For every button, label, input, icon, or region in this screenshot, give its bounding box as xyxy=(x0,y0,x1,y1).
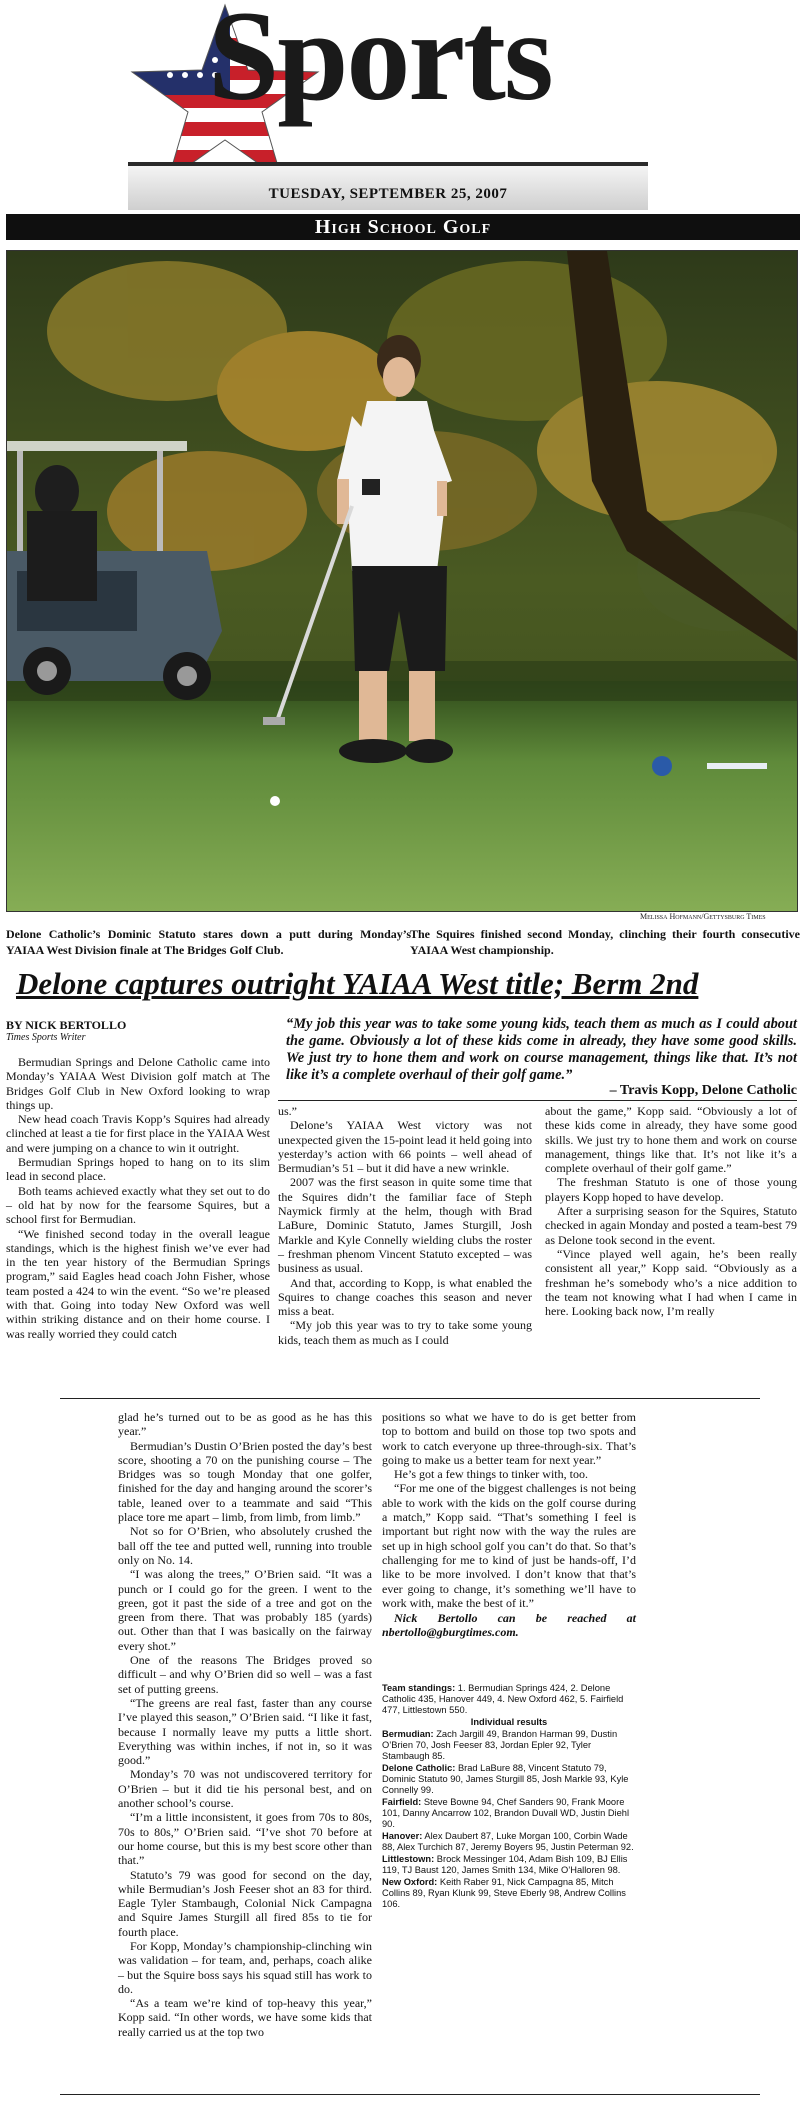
team-scores: Brad LaBure 88, Vincent Statuto 79, Dominic Statuto 90, James Sturgill 85, Josh Markle 93, Kyle Connelly 99. xyxy=(382,1763,629,1795)
paragraph: 2007 was the first season in quite some time that the Squires didn’t the familiar face of Steph Naymick firmly at the helm, though with Brad LaBure, Dominic Statuto, James Sturgill, Josh Markle and Kyle Connelly wielding clubs the roster – freshman phenom Vincent Statuto excepted – was business as usual. xyxy=(278,1175,532,1276)
paragraph: Not so for O’Brien, who absolutely crushed the ball off the tee and putted well, running into trouble only on No. 14. xyxy=(118,1524,372,1567)
team-name: Hanover: xyxy=(382,1831,423,1841)
paragraph: He’s got a few things to tinker with, too. xyxy=(394,1467,588,1482)
team-scores: Alex Daubert 87, Luke Morgan 100, Corbin Wade 88, Alex Turchich 87, Jeremy Boyers 95, Justin Peterman 92. xyxy=(382,1831,634,1852)
standings-label: Team standings: xyxy=(382,1683,456,1693)
team-scores: Zach Jargill 49, Brandon Harman 99, Dustin O’Brien 70, Josh Feeser 83, Jordan Epler 92, Tyler Stambaugh 85. xyxy=(382,1729,618,1761)
paragraph: Delone’s YAIAA West victory was not unexpected given the 15-point lead it held going into yesterday’s action with 66 points – well ahead of Bermudian’s 51 – but it did have a new wrinkle. xyxy=(278,1118,532,1176)
photo-caption-right: The Squires finished second Monday, clinching their fourth consecutive YAIAA West championship. xyxy=(410,927,800,957)
byline: BY NICK BERTOLLO xyxy=(6,1018,127,1032)
team-result xyxy=(382,1831,636,1853)
paragraph: Bermudian’s Dustin O’Brien posted the day’s best score, shooting a 70 on the punishing course – The Bridges was so tough Monday that one golfer, finished for the day and hanging around the scorer’s table, leaned over to a teammate and said “This place tore me apart – limb, from limb, from limb.” xyxy=(118,1438,372,1525)
team-standings xyxy=(382,1683,636,1716)
paragraph: “As a team we’re kind of top-heavy this year,” Kopp said. “In other words, we have some kids that really carried us at the top two xyxy=(118,1996,372,2039)
team-name: Fairfield: xyxy=(382,1797,422,1807)
photo-caption-left: Delone Catholic’s Dominic Statuto stares down a putt during Monday’s YAIAA West Division finale at The Bridges Golf Club. xyxy=(6,927,411,957)
paragraph: “Vince played well again, he’s been really consistent all year,” Kopp said. “Obviously as a freshman he’s somebody who’s a nice addition to the team not knowing what I had when I came in here. Looking back now, I’m really xyxy=(545,1246,797,1319)
team-result xyxy=(382,1797,636,1830)
byline-role: Times Sports Writer xyxy=(6,1032,86,1043)
article-column-1 xyxy=(6,1055,270,1341)
paragraph: One of the reasons The Bridges proved so difficult – and why O’Brien did so well – was a fast set of putting greens. xyxy=(118,1653,372,1696)
paragraph: For Kopp, Monday’s championship-clinching win was validation – for team, and, perhaps, coach alike – but the Squire boss says his squad still has work to do. xyxy=(118,1938,372,1996)
masthead-title: Sports xyxy=(208,0,552,127)
page-divider xyxy=(60,1398,760,1399)
pull-quote-attribution: – Travis Kopp, Delone Catholic xyxy=(609,1083,797,1098)
section-title: High School Golf xyxy=(6,214,800,240)
team-name: New Oxford: xyxy=(382,1877,438,1887)
team-name: Bermudian: xyxy=(382,1729,434,1739)
team-name: Delone Catholic: xyxy=(382,1763,456,1773)
paragraph: Bermudian Springs and Delone Catholic came into Monday’s YAIAA West Division golf match at The Bridges Golf Club in New Oxford looking to wrap things up. xyxy=(6,1055,270,1112)
article-column-5 xyxy=(382,1410,636,1640)
issue-date: TUESDAY, SEPTEMBER 25, 2007 xyxy=(268,186,508,202)
paragraph: Monday’s 70 was not undiscovered territory for O’Brien – but it did tie his personal best, and on another school’s course. xyxy=(118,1767,372,1811)
paragraph: “My job this year was to try to take some young kids, teach them as much as I could xyxy=(278,1318,532,1347)
paragraph: New head coach Travis Kopp’s Squires had already clinched at least a tie for first place in the YAIAA West and were jumping on a chance to win it outright. xyxy=(6,1112,270,1155)
paragraph: “I was along the trees,” O’Brien said. “It was a punch or I could go for the green. I went to the green, got it past the side of a tree and got on the green from there. That was probably 185 (yards) out. Other than that I was basically on the fairway every shot.” xyxy=(118,1567,372,1653)
photo-credit: Melissa Hofmann/Gettysburg Times xyxy=(640,912,766,921)
team-result xyxy=(382,1854,636,1876)
individual-results-header: Individual results xyxy=(470,1717,548,1727)
article-headline: Delone captures outright YAIAA West title; Berm 2nd xyxy=(16,966,699,1001)
paragraph: Bermudian Springs hoped to hang on to its slim lead in second place. xyxy=(6,1155,270,1184)
paragraph: The freshman Statuto is one of those young players Kopp hoped to have develop. xyxy=(545,1175,797,1204)
paragraph: Both teams achieved exactly what they set out to do – old hat by now for the fearsome Squires, but a school first for Bermudian. xyxy=(6,1183,270,1227)
article-column-3 xyxy=(545,1104,797,1318)
team-result xyxy=(382,1729,636,1762)
pull-quote-rule xyxy=(278,1100,797,1101)
golf-scene-icon xyxy=(7,251,797,911)
team-scores: Steve Bowne 94, Chef Sanders 90, Frank Moore 101, Danny Ancarrow 102, Brandon Duvall WD, Justin Diehl 90. xyxy=(382,1797,630,1829)
team-scores: Brock Messinger 104, Adam Bish 109, BJ Ellis 119, TJ Baust 120, James Smith 134, Mike O’Halloren 98. xyxy=(382,1854,628,1875)
paragraph: “I’m a little inconsistent, it goes from 70s to 80s, 70s to 80s,” O’Brien said. “I’ve shot 70 before at our home course, but this is my best score other than that.” xyxy=(118,1810,372,1868)
paragraph: “The greens are real fast, faster than any course I’ve played this season,” O’Brien said. “I like it fast, because I normally leave my putts a little short. Everything was within inches, if not in, so it was good.” xyxy=(118,1695,372,1768)
results-box xyxy=(382,1683,636,1911)
paragraph: Statuto’s 79 was good for second on the day, while Bermudian’s Josh Feeser shot an 83 for third. Eagle Tyler Stambaugh, Colonial Nick Campagna and Squire James Sturgill all fired 85s to tie for fourth place. xyxy=(118,1867,372,1939)
team-result xyxy=(382,1763,636,1796)
paragraph: “We finished second today in the overall league standings, which is the highest finish we’ve ever had in the ten year history of the Bermudian Springs program,” said Eagles head coach John Fisher, whose team posted a 424 to win the event. “So we’re pleased with that. Going into today New Oxford was well within striking distance and on their home course. I was really worried they could catch xyxy=(6,1226,270,1341)
paragraph: about the game,” Kopp said. “Obviously a lot of these kids come in already, they have some good skills. We just try to hone them and work on course management, things like that. It’s not like it’s a complete overhaul of their golf game.” xyxy=(545,1104,797,1176)
paragraph: And that, according to Kopp, is what enabled the Squires to change coaches this season and never miss a beat. xyxy=(278,1275,532,1319)
team-name: Littlestown: xyxy=(382,1854,435,1864)
pull-quote: “My job this year was to take some young kids, teach them as much as I could about the game. Obviously a lot of these kids come in already, they have some good skills. We just try to hone them and work on course management, things like that. It’s not like it’s a complete overhaul of their golf game.” xyxy=(286,1016,797,1083)
article-column-4 xyxy=(118,1410,372,2039)
article-column-2 xyxy=(278,1104,532,1347)
team-scores: Keith Raber 91, Nick Campagna 85, Mitch Collins 89, Ryan Klunk 99, Steve Eberly 98, Andrew Collins 106. xyxy=(382,1877,626,1909)
bottom-rule xyxy=(60,2094,760,2095)
paragraph: us.” xyxy=(278,1104,297,1118)
paragraph: “For me one of the biggest challenges is not being able to work with the kids on the golf course during a match,” Kopp said. “That’s something I feel is important but right now with the way the rules are set up in high school golf you can’t do that. So that’s challenging for me to kind of just be hands-off, I’d like to be more involved. I don’t know that that’s ever going to change, it’s something we’ll have to work with, make the best of it.” xyxy=(382,1481,636,1610)
author-contact: Nick Bertollo can be reached at nbertollo@gburgtimes.com. xyxy=(382,1611,636,1640)
date-bar xyxy=(128,162,648,210)
standings-text: 1. Bermudian Springs 424, 2. Delone Catholic 435, Hanover 449, 4. New Oxford 462, 5. Fairfield 477, Littlestown 550. xyxy=(382,1683,624,1715)
team-result xyxy=(382,1877,636,1910)
paragraph: positions so what we have to do is get better from top to bottom and build on those top two spots and work to catch everyone up three-through-six. That’s going to make us a better team for next year.” xyxy=(382,1410,636,1467)
paragraph: glad he’s turned out to be as good as he has this year.” xyxy=(118,1410,372,1439)
paragraph: After a surprising season for the Squires, Statuto checked in again Monday and posted a team-best 79 as Delone took second in the event. xyxy=(545,1204,797,1247)
masthead xyxy=(120,0,650,212)
golf-putt-photo xyxy=(6,250,798,912)
